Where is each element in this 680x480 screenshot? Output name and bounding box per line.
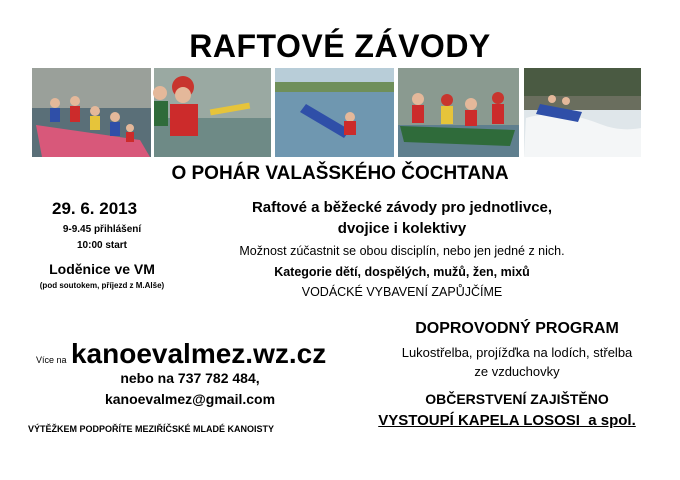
website-url[interactable]: kanoevalmez.wz.cz <box>70 338 327 369</box>
website-line <box>36 338 326 370</box>
race-description: Raftové a běžecké závody pro jednotlivce, <box>251 199 553 216</box>
refreshments-note: OBČERSTVENÍ ZAJIŠTĚNO <box>425 391 609 407</box>
equipment-note: VODÁCKÉ VYBAVENÍ ZAPŮJČÍME <box>301 285 503 299</box>
race-categories-type: dvojice i kolektivy <box>337 220 467 237</box>
poster-subtitle: O POHÁR VALAŠSKÉHO ČOCHTANA <box>171 163 509 184</box>
support-note: VÝTĚŽKEM PODPOŘÍTE MEZIŘÍČSKÉ MLADÉ KANOISTY <box>28 424 275 434</box>
start-time: 10:00 start <box>76 240 128 251</box>
band-announcement: VYSTOUPÍ KAPELA LOSOSI a spol. <box>378 412 636 429</box>
more-label: Více na <box>36 355 67 365</box>
phone-line: nebo na 737 782 484, <box>120 370 260 386</box>
raft-river-photo <box>275 68 394 157</box>
participation-note: Možnost zúčastnit se obou disciplín, nebo jen jedné z nich. <box>239 244 565 258</box>
registration-time: 9-9.45 přihlášení <box>62 224 142 235</box>
venue: Loděnice ve VM <box>49 261 155 277</box>
program-heading: DOPROVODNÝ PROGRAM <box>415 320 619 337</box>
raft-team-photo <box>32 68 151 157</box>
whitewater-raft-photo <box>524 68 641 157</box>
event-date: 29. 6. 2013 <box>52 199 138 218</box>
program-activities-cont: ze vzduchovky <box>474 364 560 379</box>
age-categories: Kategorie dětí, dospělých, mužů, žen, mixů <box>274 265 530 279</box>
poster-title: RAFTOVÉ ZÁVODY <box>189 28 491 64</box>
paddlers-boat-photo <box>398 68 519 157</box>
venue-note: (pod soutokem, příjezd z M.Alše) <box>39 281 165 290</box>
email-address[interactable]: kanoevalmez@gmail.com <box>104 391 276 407</box>
program-activities: Lukostřelba, projížďka na lodích, střelba <box>401 345 633 360</box>
kayaker-helmet-photo <box>153 68 271 157</box>
